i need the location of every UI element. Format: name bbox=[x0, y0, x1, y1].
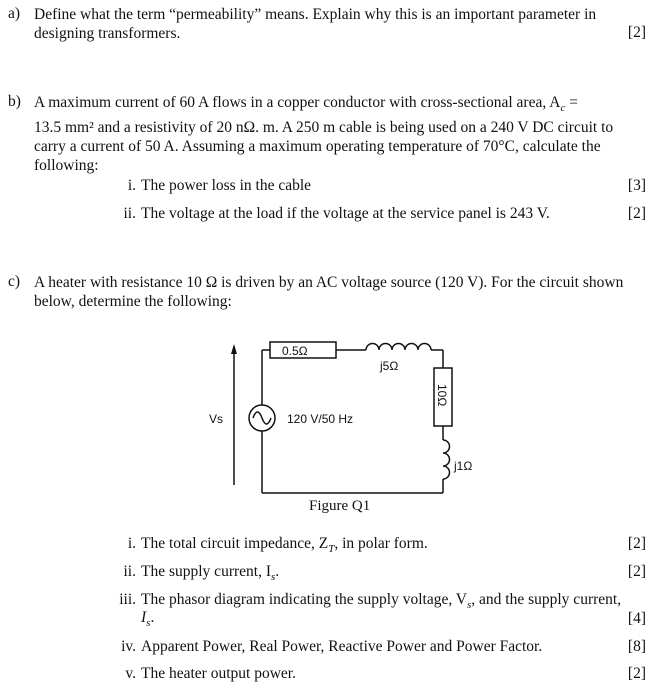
resistor-heater-label: 10Ω bbox=[435, 384, 449, 407]
item-text: The heater output power. bbox=[141, 665, 296, 682]
question-b-line-1-text: A maximum current of 60 A flows in a copper conductor with cross-sectional area, A bbox=[34, 94, 561, 111]
item-text2-end: . bbox=[150, 609, 155, 626]
question-b-item-2 bbox=[0, 205, 658, 227]
item-text-main: The total circuit impedance, Z bbox=[141, 535, 329, 552]
item-number: v. bbox=[125, 665, 136, 682]
current-subscript: s bbox=[271, 571, 276, 584]
item-number: iv. bbox=[121, 638, 136, 655]
item-text bbox=[141, 535, 428, 555]
item-text2-main: I bbox=[141, 609, 147, 626]
inductor-j5 bbox=[366, 344, 431, 351]
source-value: 120 V/50 Hz bbox=[287, 412, 354, 426]
question-c-line-1: A heater with resistance 10 Ω is driven by an AC voltage source (120 V). For the circuit shown bbox=[34, 274, 624, 291]
question-c-line-2: below, determine the following: bbox=[34, 293, 232, 310]
resistor-series-label: 0.5Ω bbox=[282, 344, 308, 358]
inductor-j5-label: j5Ω bbox=[380, 359, 399, 373]
item-text: The power loss in the cable bbox=[141, 177, 312, 194]
item-text-end: . bbox=[275, 563, 280, 580]
question-c-item-4 bbox=[0, 638, 658, 660]
question-a-label: a) bbox=[8, 5, 21, 22]
question-b-line-2: 13.5 mm² and a resistivity of 20 nΩ. m. A 250 m cable is being used on a 240 V DC circuit to bbox=[34, 119, 614, 137]
current-subscript-2: s bbox=[146, 617, 151, 630]
inductor-j1 bbox=[443, 440, 450, 479]
item-text-main: The phasor diagram indicating the supply voltage, V bbox=[141, 591, 467, 608]
impedance-subscript: T bbox=[328, 543, 335, 556]
item-mark: [2] bbox=[627, 205, 646, 222]
sine-wave-icon bbox=[253, 412, 271, 424]
question-b-label: b) bbox=[8, 93, 21, 110]
question-c-item-3 bbox=[0, 591, 658, 631]
item-text: The voltage at the load if the voltage at the service panel is 243 V. bbox=[141, 205, 550, 222]
circuit-diagram bbox=[0, 330, 658, 530]
question-b-line-4: following: bbox=[34, 157, 99, 175]
vs-arrow-head bbox=[231, 344, 237, 354]
area-subscript: c bbox=[560, 102, 566, 115]
question-b-line-3: carry a current of 50 A. Assuming a maximum operating temperature of 70°C, calculate the bbox=[34, 138, 601, 156]
question-c-item-2 bbox=[0, 563, 658, 585]
item-text-end: , and the supply current, bbox=[471, 591, 622, 608]
item-number: ii. bbox=[123, 205, 136, 222]
figure-caption: Figure Q1 bbox=[309, 498, 371, 514]
item-number: ii. bbox=[123, 563, 136, 580]
item-mark: [8] bbox=[627, 638, 646, 655]
question-b-item-1 bbox=[0, 177, 658, 199]
item-text: Apparent Power, Real Power, Reactive Power and Power Factor. bbox=[141, 638, 543, 655]
item-mark: [2] bbox=[627, 563, 646, 580]
question-a-line-2: designing transformers. bbox=[34, 25, 181, 42]
item-text-end: , in polar form. bbox=[334, 535, 428, 552]
inductor-j1-label: j1Ω bbox=[454, 459, 473, 473]
question-b-line-1 bbox=[34, 93, 654, 118]
item-text-line-2 bbox=[141, 609, 154, 629]
question-c-text bbox=[34, 273, 654, 311]
question-c-item-5 bbox=[0, 665, 658, 687]
question-a-line-1: Define what the term “permeability” means. Explain why this is an important parameter in bbox=[34, 6, 597, 23]
item-text-main: The supply current, I bbox=[141, 563, 271, 580]
question-c-label: c) bbox=[8, 273, 21, 290]
voltage-subscript: s bbox=[467, 599, 472, 612]
item-mark: [3] bbox=[627, 177, 646, 194]
item-mark: [2] bbox=[627, 665, 646, 682]
item-text bbox=[141, 591, 621, 611]
item-mark: [4] bbox=[627, 610, 646, 627]
vs-label: Vs bbox=[209, 412, 224, 426]
question-c-item-1 bbox=[0, 535, 658, 557]
item-text bbox=[141, 563, 279, 583]
item-mark: [2] bbox=[627, 535, 646, 552]
question-b-text bbox=[34, 93, 654, 175]
item-number: i. bbox=[127, 177, 136, 194]
item-number: i. bbox=[127, 535, 136, 552]
question-a-mark: [2] bbox=[627, 24, 646, 41]
item-number: iii. bbox=[119, 591, 136, 608]
question-a-text bbox=[34, 5, 654, 43]
question-b-line-1-end: = bbox=[565, 94, 578, 111]
